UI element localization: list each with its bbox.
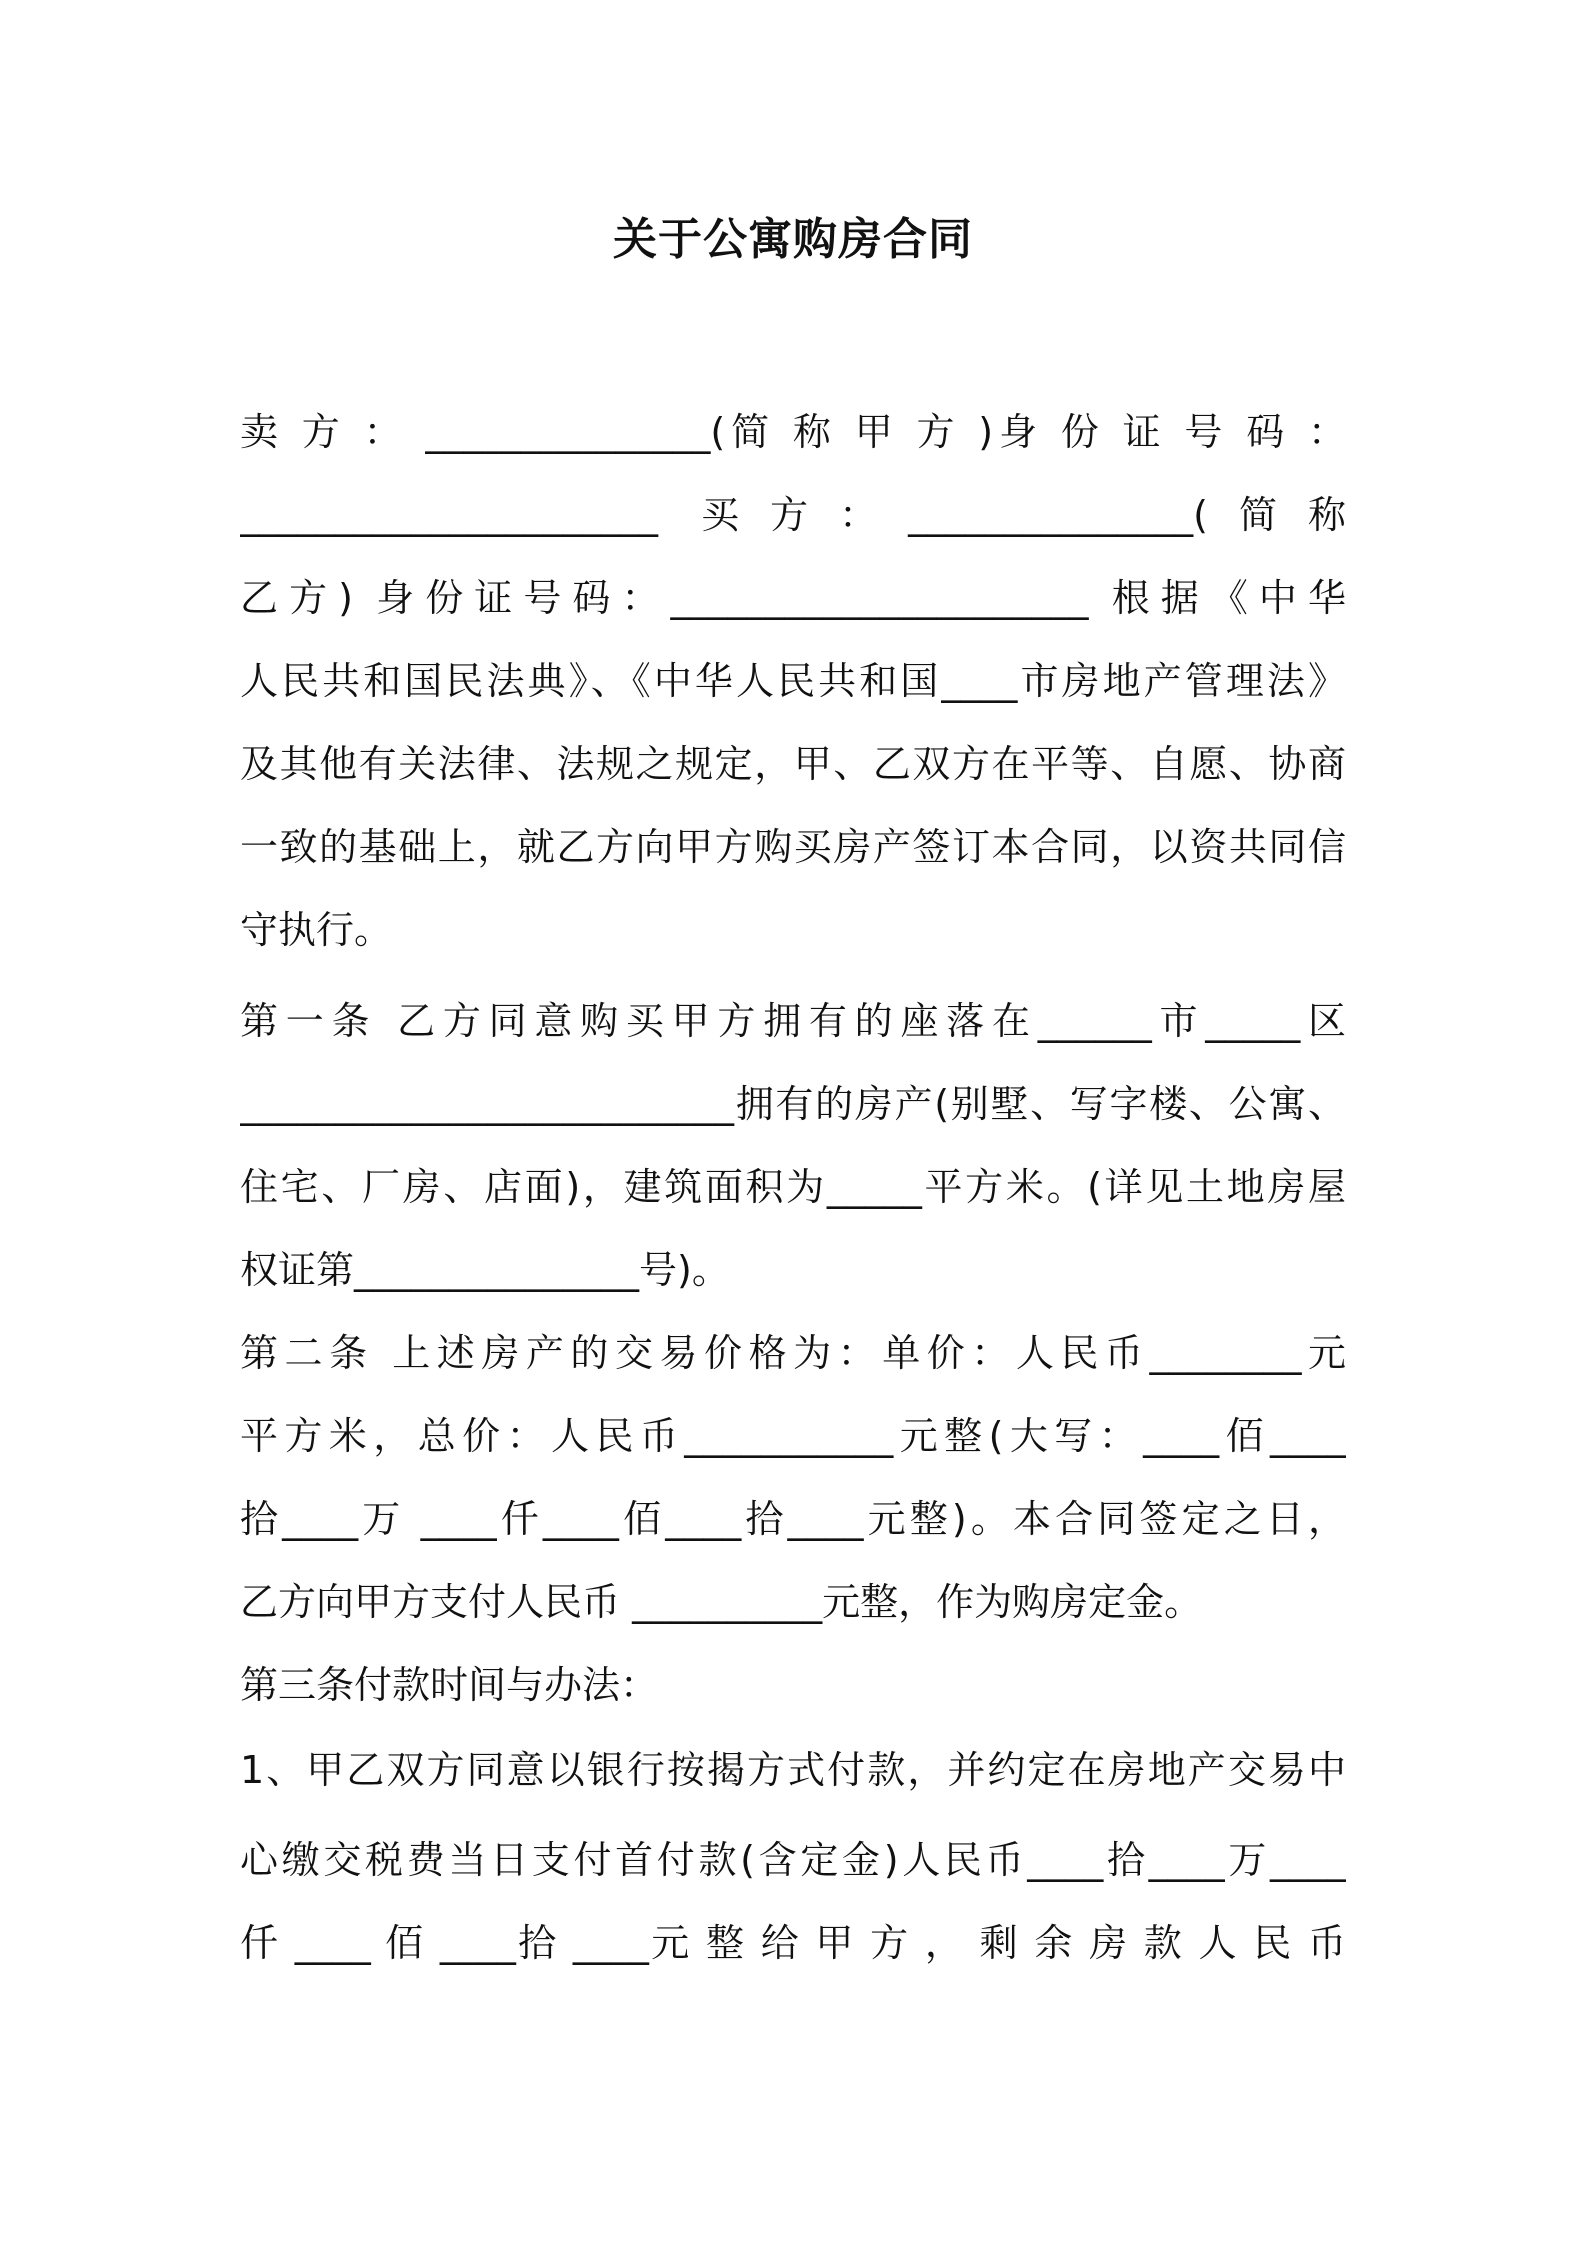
article-1-line: 权证第_______________号)。 <box>240 1248 730 1292</box>
article-1-line: __________________________拥有的房产(别墅、写字楼、公寓、 <box>240 1082 1346 1126</box>
paragraph-line: 乙方) 身份证号码：______________________ 根据《中华 <box>240 576 1346 620</box>
article-3-line: 仟 ____ 佰 ____拾 ____元 整 给 甲 方 ， 剩 余 房 款 人 民 币 <box>240 1921 1346 1965</box>
article-3-line: 1、甲乙双方同意以银行按揭方式付款，并约定在房地产交易中 <box>240 1748 1346 1792</box>
article-3-line: 心缴交税费当日支付首付款(含定金)人民币____拾____万____ <box>240 1838 1346 1882</box>
article-2-line: 乙方向甲方支付人民币 __________元整，作为购房定金。 <box>240 1580 1203 1624</box>
paragraph-line: 卖 方 ： _______________(简 称 甲 方 )身 份 证 号 码 ： <box>240 410 1346 454</box>
paragraph-line: 一致的基础上，就乙方向甲方购买房产签订本合同，以资共同信 <box>240 825 1346 869</box>
document-title: 关于公寓购房合同 <box>613 214 973 265</box>
paragraph-line: 人民共和国民法典》、《中华人民共和国____市房地产管理法》 <box>240 659 1346 703</box>
paragraph-line: ______________________ 买方：_______________(简称 <box>240 493 1346 537</box>
article-2-line: 第二条 上述房产的交易价格为：单价：人民币________元 <box>240 1331 1346 1375</box>
article-3-heading: 第三条付款时间与办法： <box>240 1663 659 1707</box>
paragraph-line: 及其他有关法律、法规之规定，甲、乙双方在平等、自愿、协商 <box>240 742 1346 786</box>
article-1-line: 住宅、厂房、店面)，建筑面积为_____平方米。(详见土地房屋 <box>240 1165 1346 1209</box>
article-1-line: 第一条 乙方同意购买甲方拥有的座落在______市_____区 <box>240 999 1346 1043</box>
paragraph-line: 守执行。 <box>240 908 393 952</box>
article-2-line: 拾____万 ____仟____佰____拾____元整)。本合同签定之日， <box>240 1497 1346 1541</box>
article-2-line: 平方米，总价：人民币___________元整(大写：____佰____ <box>240 1414 1346 1458</box>
